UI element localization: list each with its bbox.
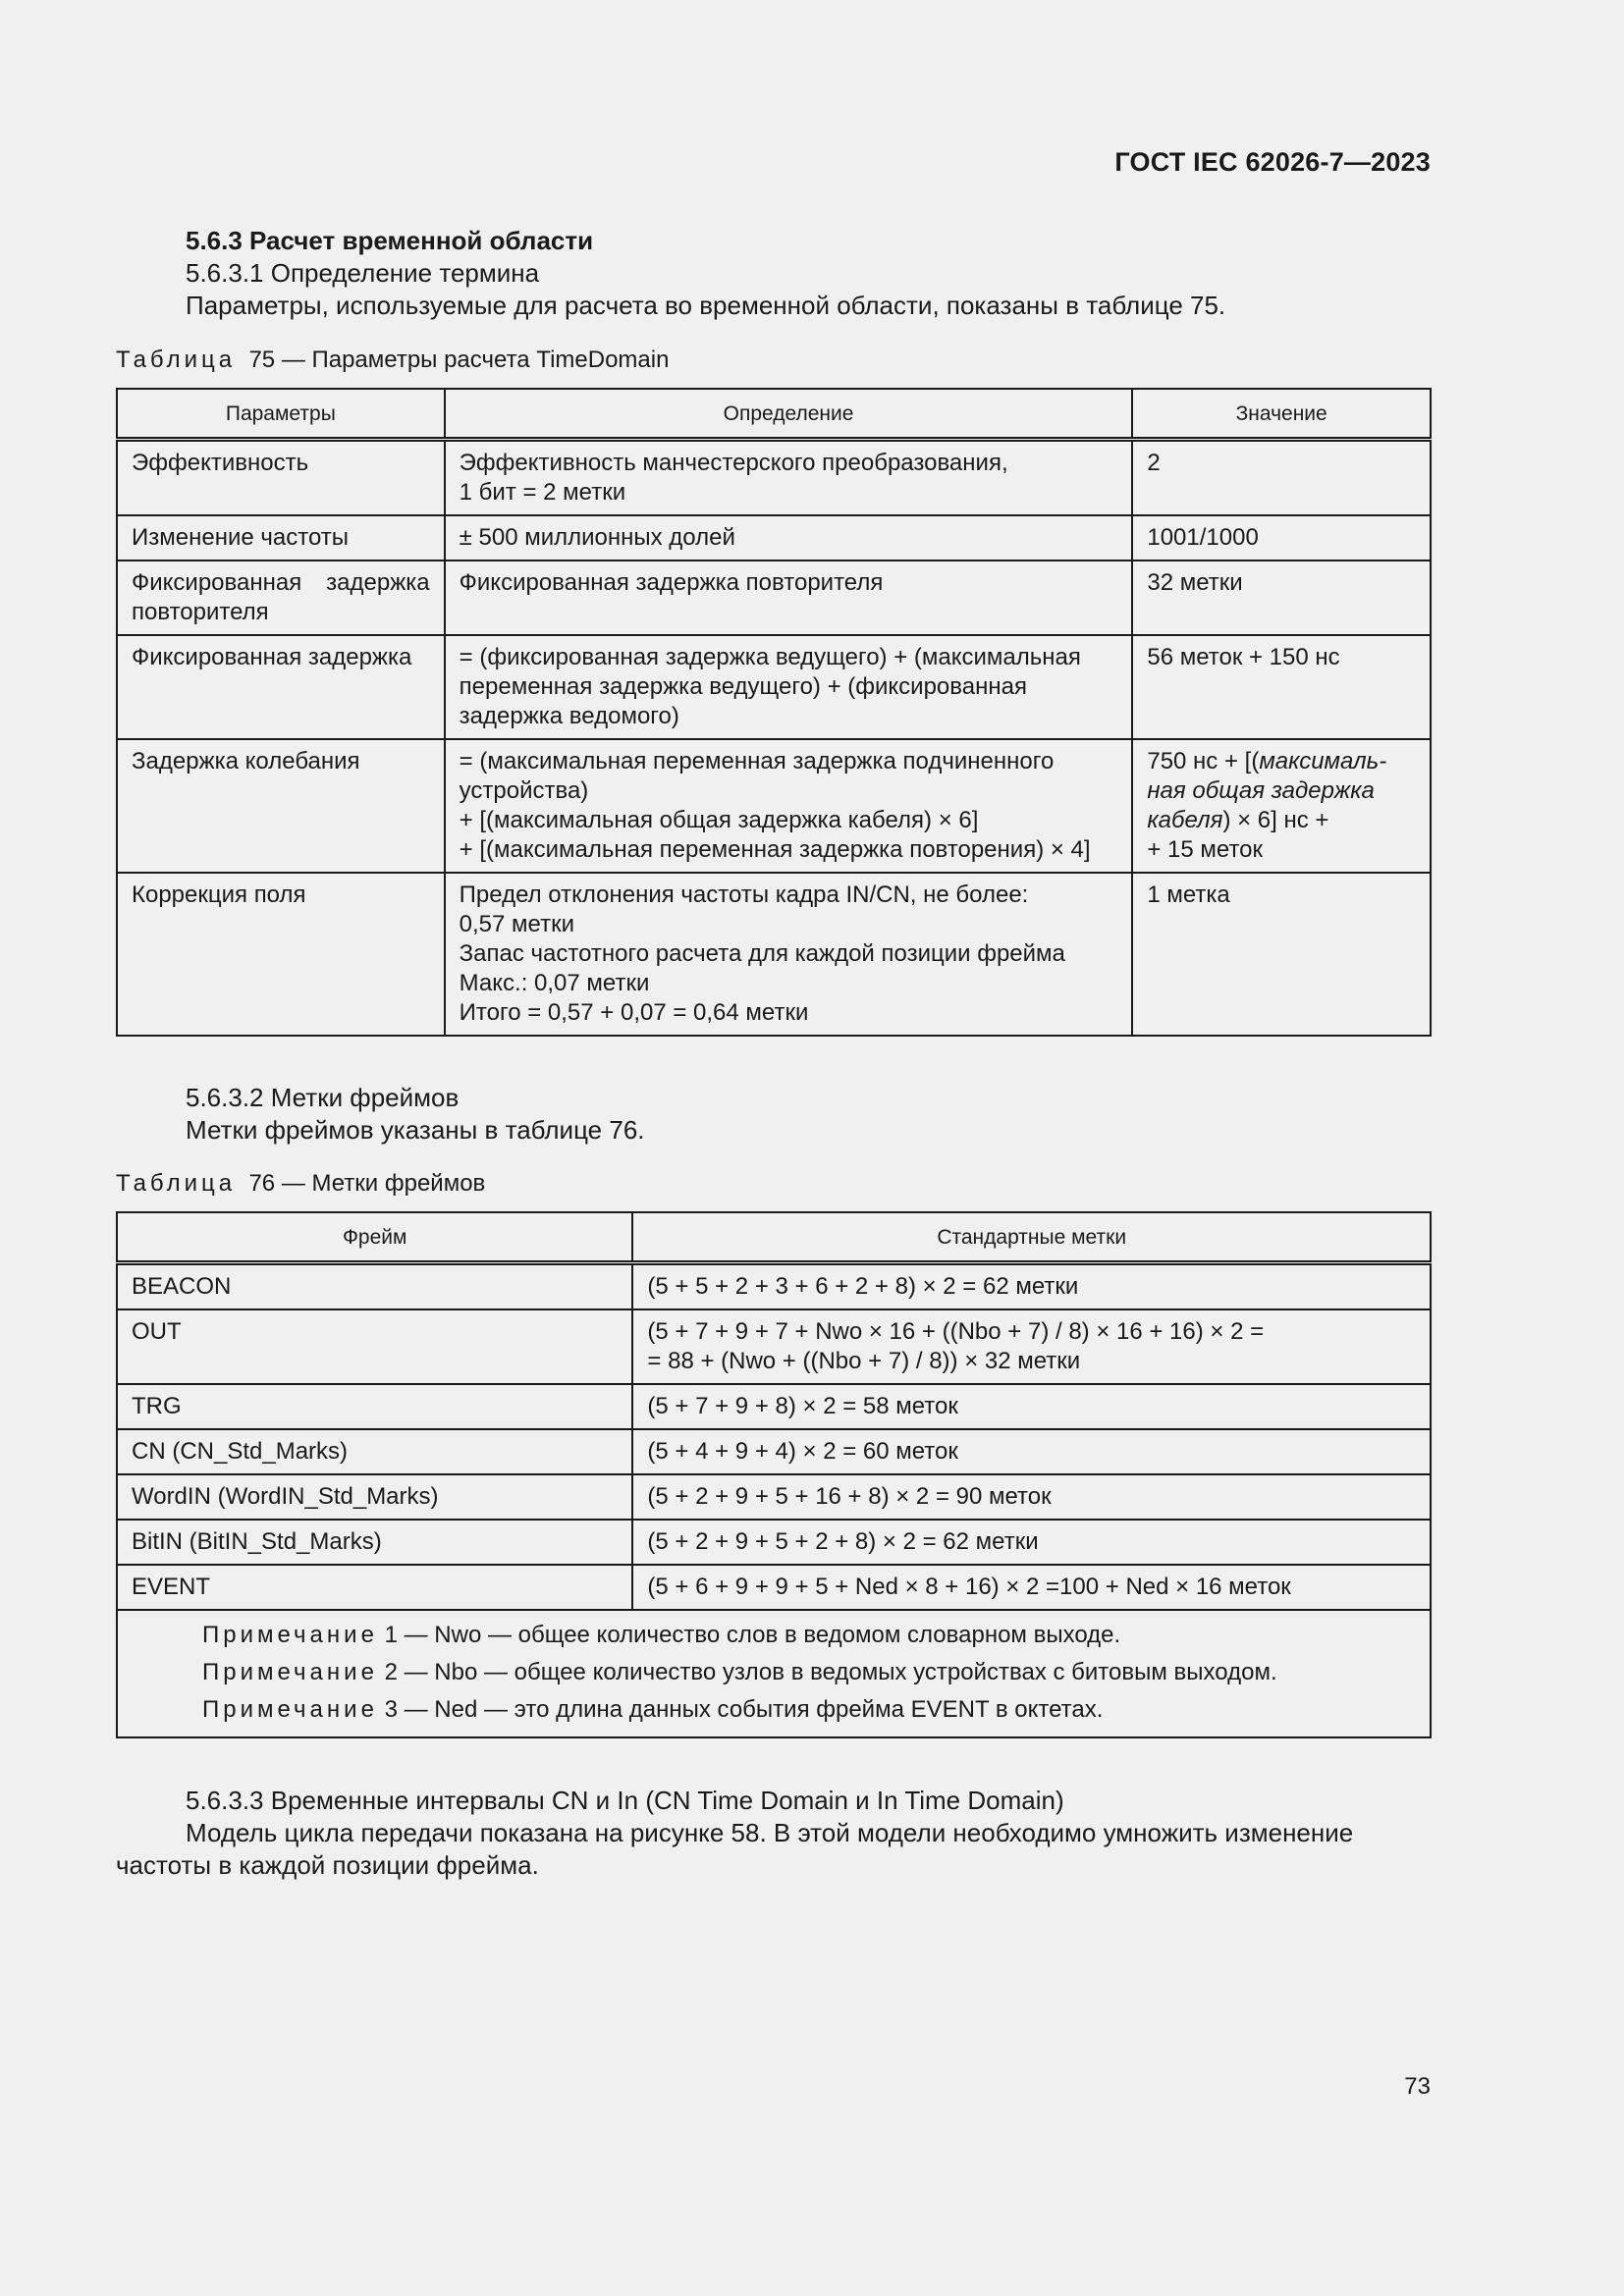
definition-line: ± 500 миллионных долей <box>459 524 735 551</box>
definition-line: = (фиксированная задержка ведущего) + (максимальная <box>459 644 1081 670</box>
definition-cell <box>445 515 1133 561</box>
note-text: 2 — Nbo — общее количество узлов в ведомых устройствах с битовым выходом. <box>384 1659 1277 1685</box>
definition-line: задержка ведомого) <box>459 703 679 729</box>
param-cell: Фиксированная задержка <box>117 635 445 739</box>
paragraph-line: частоты в каждой позиции фрейма. <box>116 1850 539 1880</box>
value-text: ) × 6] нс + <box>1222 807 1329 833</box>
definition-line: + [(максимальная переменная задержка повторения) × 4] <box>459 836 1091 863</box>
note-label: Примечание <box>202 1622 378 1648</box>
table-header-row <box>117 1212 1431 1263</box>
definition-line: 0,57 метки <box>459 911 574 937</box>
definition-cell <box>445 873 1133 1036</box>
column-header: Фрейм <box>117 1212 632 1263</box>
marks-line: = 88 + (Nwo + ((Nbo + 7) / 8)) × 32 метки <box>647 1348 1081 1374</box>
notes-row <box>117 1610 1431 1737</box>
frame-cell: BEACON <box>117 1263 632 1310</box>
value-cell: 1001/1000 <box>1132 515 1431 561</box>
table-row <box>117 1429 1431 1474</box>
table-note <box>202 1654 1416 1691</box>
note-text: 1 — Nwo — общее количество слов в ведомом словарном выходе. <box>384 1622 1121 1648</box>
value-line <box>1147 776 1416 806</box>
value-cell: 1 метка <box>1132 873 1431 1036</box>
frame-cell: EVENT <box>117 1565 632 1610</box>
definition-line: Макс.: 0,07 метки <box>459 970 650 996</box>
table-row <box>117 561 1431 635</box>
definition-line: Итого = 0,57 + 0,07 = 0,64 метки <box>459 999 809 1026</box>
table-row <box>117 635 1431 739</box>
column-header: Стандартные метки <box>632 1212 1431 1263</box>
marks-cell: (5 + 4 + 9 + 4) × 2 = 60 меток <box>632 1429 1431 1474</box>
section-5-6-3-2 <box>116 1082 1432 1147</box>
note-label: Примечание <box>202 1659 378 1685</box>
table-75-caption <box>116 347 669 374</box>
table-76-caption <box>116 1170 485 1198</box>
value-cell: 2 <box>1132 440 1431 516</box>
value-italic: ная общая задержка <box>1147 777 1375 804</box>
definition-line: Фиксированная задержка повторителя <box>459 569 884 596</box>
definition-cell <box>445 561 1133 635</box>
marks-cell: (5 + 2 + 9 + 5 + 2 + 8) × 2 = 62 метки <box>632 1520 1431 1565</box>
paragraph-line: Модель цикла передачи показана на рисунке 58. В этой модели необходимо умножить изменение <box>186 1818 1354 1847</box>
document-code: ГОСТ IEC 62026-7—2023 <box>1114 147 1431 177</box>
definition-line: Эффективность манчестерского преобразования, <box>459 450 1008 476</box>
definition-cell <box>445 739 1133 873</box>
subsection-title: 5.6.3.2 Метки фреймов <box>186 1083 460 1112</box>
table-note <box>202 1691 1416 1729</box>
table-row <box>117 440 1431 516</box>
definition-line: = (максимальная переменная задержка подчиненного <box>459 748 1055 774</box>
definition-line: Предел отклонения частоты кадра IN/CN, не более: <box>459 881 1029 908</box>
table-header-row <box>117 389 1431 440</box>
marks-cell: (5 + 5 + 2 + 3 + 6 + 2 + 8) × 2 = 62 метки <box>632 1263 1431 1310</box>
column-header: Определение <box>445 389 1133 440</box>
frame-cell: WordIN (WordIN_Std_Marks) <box>117 1474 632 1520</box>
caption-text: 76 — Метки фреймов <box>248 1170 486 1197</box>
marks-cell: (5 + 6 + 9 + 9 + 5 + Ned × 8 + 16) × 2 =100 + Ned × 16 меток <box>632 1565 1431 1610</box>
param-cell: Изменение частоты <box>117 515 445 561</box>
table-row <box>117 1474 1431 1520</box>
param-cell: Фиксированная задержка повторителя <box>117 561 445 635</box>
section-5-6-3-3 <box>116 1785 1432 1882</box>
caption-label: Таблица <box>116 347 237 373</box>
definition-line: 1 бит = 2 метки <box>459 479 626 506</box>
definition-cell <box>445 440 1133 516</box>
value-italic: кабеля <box>1147 807 1223 833</box>
subsection-title: 5.6.3.1 Определение термина <box>186 258 540 288</box>
marks-cell: (5 + 2 + 9 + 5 + 16 + 8) × 2 = 90 меток <box>632 1474 1431 1520</box>
table-note <box>202 1617 1416 1654</box>
param-cell: Коррекция поля <box>117 873 445 1036</box>
table-row <box>117 1384 1431 1429</box>
section-title: 5.6.3 Расчет временной области <box>186 226 594 255</box>
table-row <box>117 1263 1431 1310</box>
table-row <box>117 1565 1431 1610</box>
column-header: Значение <box>1132 389 1431 440</box>
table-row <box>117 873 1431 1036</box>
subsection-title: 5.6.3.3 Временные интервалы CN и In (CN Time Domain и In Time Domain) <box>186 1786 1064 1815</box>
value-cell: 56 меток + 150 нс <box>1132 635 1431 739</box>
marks-cell <box>632 1309 1431 1384</box>
frame-cell: OUT <box>117 1309 632 1384</box>
definition-line: Запас частотного расчета для каждой позиции фрейма <box>459 940 1065 967</box>
value-line <box>1147 747 1416 776</box>
frame-cell: BitIN (BitIN_Std_Marks) <box>117 1520 632 1565</box>
notes-cell <box>117 1610 1431 1737</box>
column-header: Параметры <box>117 389 445 440</box>
definition-line: переменная задержка ведущего) + (фиксированная <box>459 673 1027 700</box>
value-cell: 32 метки <box>1132 561 1431 635</box>
definition-line: устройства) <box>459 777 589 804</box>
note-label: Примечание <box>202 1696 378 1723</box>
definition-cell <box>445 635 1133 739</box>
value-line: + 15 меток <box>1147 836 1264 863</box>
table-75 <box>116 388 1432 1037</box>
frame-cell: TRG <box>117 1384 632 1429</box>
frame-cell: CN (CN_Std_Marks) <box>117 1429 632 1474</box>
definition-line: + [(максимальная общая задержка кабеля) × 6] <box>459 807 979 833</box>
value-cell <box>1132 739 1431 873</box>
value-line <box>1147 806 1416 835</box>
table-row <box>117 515 1431 561</box>
paragraph: Метки фреймов указаны в таблице 76. <box>186 1115 645 1145</box>
value-text: 750 нс + [( <box>1147 748 1260 774</box>
page-number: 73 <box>1404 2073 1431 2100</box>
table-row <box>117 1309 1431 1384</box>
caption-text: 75 — Параметры расчета TimeDomain <box>248 347 670 373</box>
marks-line: (5 + 7 + 9 + 7 + Nwo × 16 + ((Nbo + 7) / 8) × 16 + 16) × 2 = <box>647 1318 1265 1345</box>
table-row <box>117 1520 1431 1565</box>
param-cell: Эффективность <box>117 440 445 516</box>
table-row <box>117 739 1431 873</box>
section-5-6-3 <box>116 225 1432 322</box>
caption-label: Таблица <box>116 1170 237 1197</box>
note-text: 3 — Ned — это длина данных события фрейма EVENT в октетах. <box>384 1696 1104 1723</box>
paragraph: Параметры, используемые для расчета во временной области, показаны в таблице 75. <box>186 291 1226 320</box>
param-cell: Задержка колебания <box>117 739 445 873</box>
value-italic: максималь- <box>1259 748 1387 774</box>
table-76 <box>116 1211 1432 1738</box>
marks-cell: (5 + 7 + 9 + 8) × 2 = 58 меток <box>632 1384 1431 1429</box>
